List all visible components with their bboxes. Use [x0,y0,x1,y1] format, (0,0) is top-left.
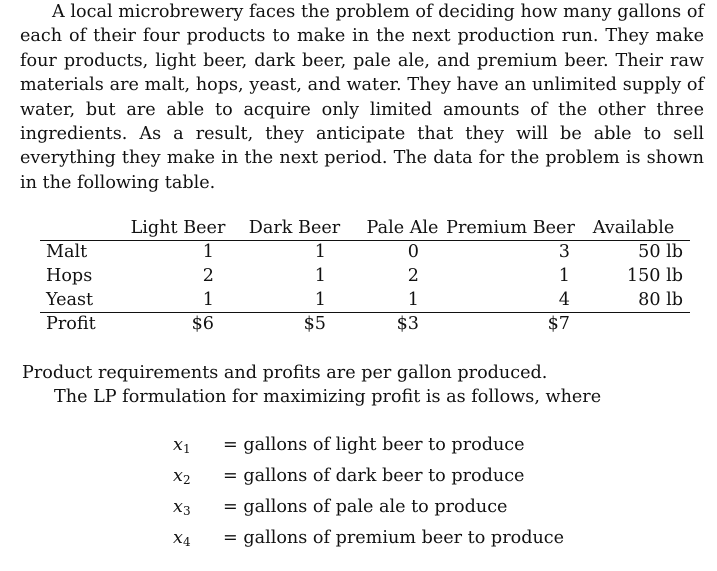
ingredients-table [40,216,690,336]
cell-profit-pale: $3 [396,314,419,334]
row-label-malt: Malt [46,242,88,262]
cell-hops-dark: 1 [314,266,326,286]
row-label-yeast: Yeast [46,290,94,310]
table-row-yeast [40,288,690,312]
table-row-profit [40,312,690,336]
cell-profit-dark: $5 [303,314,326,334]
cell-malt-dark: 1 [314,242,326,262]
variable-definition-x2 [173,461,564,492]
cell-malt-light: 1 [202,242,214,262]
variable-definition-x4 [173,523,564,554]
cell-yeast-premium: 4 [558,290,570,310]
cell-profit-premium: $7 [547,314,570,334]
row-label-profit: Profit [46,314,96,334]
cell-hops-pale: 2 [407,266,419,286]
header-pale-ale: Pale Ale [366,218,439,238]
variable-text-x4: = gallons of premium beer to produce [223,528,565,548]
table-row-malt [40,240,690,264]
cell-malt-available: 50 lb [638,242,683,262]
cell-yeast-light: 1 [202,290,214,310]
variable-definition-x3 [173,492,564,523]
cell-hops-premium: 1 [558,266,570,286]
cell-profit-light: $6 [191,314,214,334]
intro-paragraph: A local microbrewery faces the problem of deciding how many gallons of each of their four products to make in the next production run. They make four products, light beer, dark beer, pale ale, and premium beer. Their raw materials are malt, hops, yeast, and water. They have an unlimited supply of water, but are able to acquire only limited amounts of the other three ingredients. As a result, they anticipate that they will be able to sell everything they make in the next period. The data for the problem is shown in the following table. [20,2,704,193]
table-row-hops [40,264,690,288]
variable-definitions [173,430,564,554]
variable-symbol-x1: $x_1$ [173,435,191,456]
variable-definition-x1 [173,430,564,461]
variable-symbol-x4: $x_4$ [173,528,191,549]
cell-yeast-pale: 1 [407,290,419,310]
cell-hops-available: 150 lb [626,266,683,286]
variable-symbol-x3: $x_3$ [173,497,191,518]
variable-text-x1: = gallons of light beer to produce [223,435,525,455]
cell-yeast-available: 80 lb [638,290,683,310]
header-light-beer: Light Beer [130,218,226,238]
header-premium-beer: Premium Beer [446,218,575,238]
cell-yeast-dark: 1 [314,290,326,310]
formulation-intro: The LP formulation for maximizing profit is as follows, where [54,387,602,407]
table-header-row [40,216,690,240]
per-gallon-note: Product requirements and profits are per gallon produced. [22,363,548,383]
variable-text-x3: = gallons of pale ale to produce [223,497,508,517]
variable-symbol-x2: $x_2$ [173,466,191,487]
cell-malt-pale: 0 [407,242,419,262]
header-available: Available [592,218,675,238]
header-dark-beer: Dark Beer [248,218,341,238]
cell-hops-light: 2 [202,266,214,286]
row-label-hops: Hops [46,266,93,286]
variable-text-x2: = gallons of dark beer to produce [223,466,525,486]
cell-malt-premium: 3 [558,242,570,262]
